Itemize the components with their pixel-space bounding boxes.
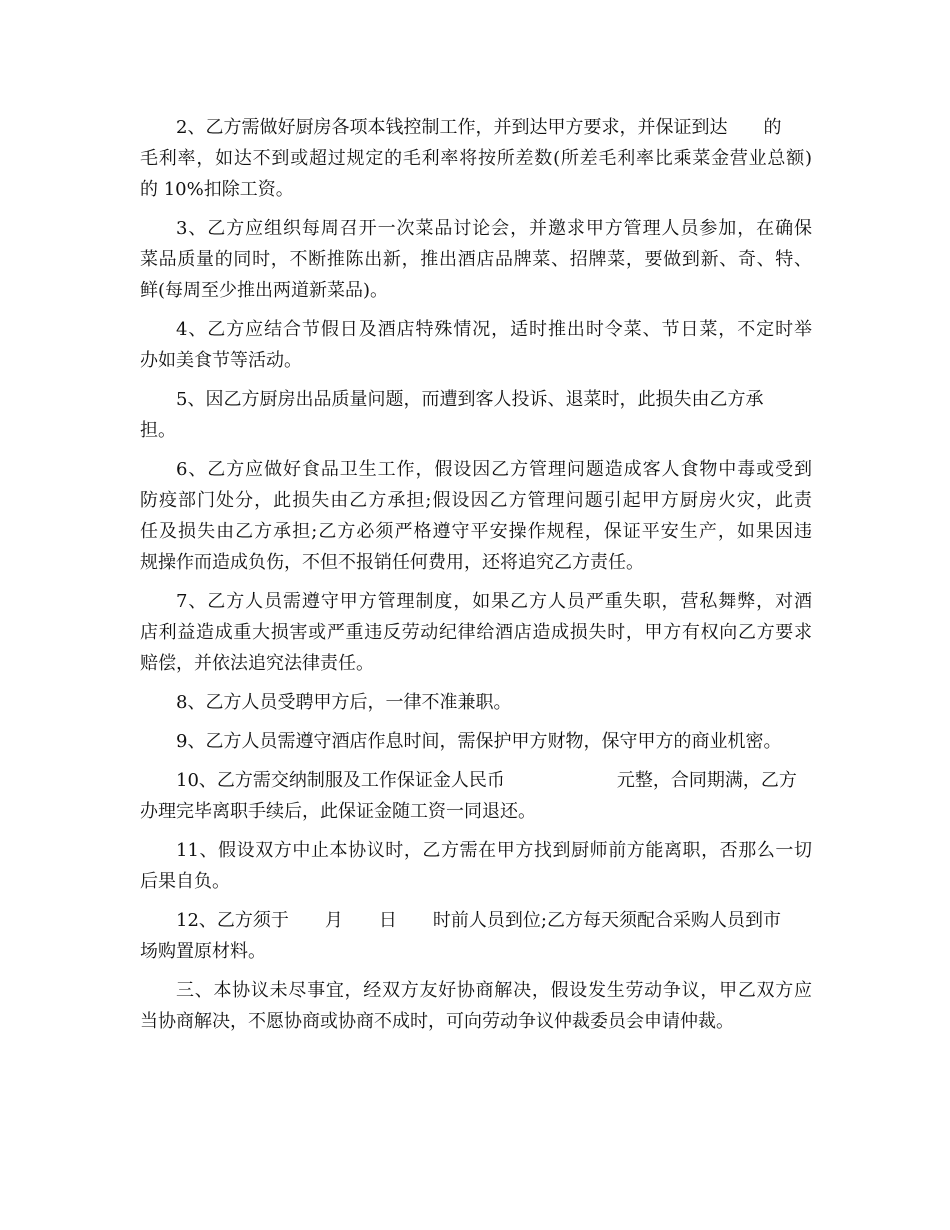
clause-8 <box>140 687 812 718</box>
clause-text: 10、乙方需交纳制服及工作保证金人民币 <box>176 770 505 791</box>
clause-text: 时前人员到位;乙方每天须配合采购人员到市 <box>432 910 781 931</box>
clause-line: 的 10%扣除工资。 <box>140 179 294 200</box>
clause-text: 12、乙方须于 <box>176 910 289 931</box>
clause-7 <box>140 586 812 679</box>
clause-4 <box>140 314 812 376</box>
contract-body <box>140 112 812 1045</box>
clause-line: 担。 <box>140 420 176 441</box>
clause-line: 场购置原材料。 <box>140 941 266 962</box>
clause-line: 当协商解决，不愿协商或协商不成时，可向劳动争议仲裁委员会申请仲裁。 <box>140 1011 734 1032</box>
clause-line: 4、乙方应结合节假日及酒店特殊情况，适时推出时令菜、节日菜，不定时举 <box>176 319 812 340</box>
clause-6 <box>140 454 812 578</box>
clause-line: 防疫部门处分，此损失由乙方承担;假设因乙方管理问题引起甲方厨房火灾，此责 <box>140 490 812 511</box>
section-three <box>140 975 812 1037</box>
clause-line <box>140 112 812 143</box>
clause-9 <box>140 726 812 757</box>
clause-line: 毛利率，如达不到或超过规定的毛利率将按所差数(所差毛利率比乘菜金营业总额) <box>140 148 812 169</box>
clause-line: 菜品质量的同时，不断推陈出新，推出酒店品牌菜、招牌菜，要做到新、奇、特、 <box>140 249 812 270</box>
clause-11 <box>140 835 812 897</box>
clause-line: 7、乙方人员需遵守甲方管理制度，如果乙方人员严重失职，营私舞弊，对酒 <box>176 591 812 612</box>
clause-text: 的 <box>763 117 782 138</box>
clause-line: 6、乙方应做好食品卫生工作，假设因乙方管理问题造成客人食物中毒或受到 <box>176 459 812 480</box>
clause-line: 三、本协议未尽事宜，经双方友好协商解决，假设发生劳动争议，甲乙双方应 <box>176 980 812 1001</box>
clause-line: 赔偿，并依法追究法律责任。 <box>140 653 374 674</box>
clause-line <box>140 765 812 796</box>
clause-line: 11、假设双方中止本协议时，乙方需在甲方找到厨师前方能离职，否那么一切 <box>176 840 812 861</box>
clause-line: 后果自负。 <box>140 871 230 892</box>
clause-12 <box>140 905 812 967</box>
clause-line: 3、乙方应组织每周召开一次菜品讨论会，并邀求甲方管理人员参加，在确保 <box>176 218 812 239</box>
clause-3 <box>140 213 812 306</box>
clause-line <box>140 905 812 936</box>
clause-text: 日 <box>378 910 397 931</box>
clause-line: 办理完毕离职手续后，此保证金随工资一同退还。 <box>140 801 536 822</box>
clause-line: 5、因乙方厨房出品质量问题，而遭到客人投诉、退菜时，此损失由乙方承 <box>176 389 764 410</box>
clause-5 <box>140 384 812 446</box>
clause-line: 鲜(每周至少推出两道新菜品)。 <box>140 280 389 301</box>
clause-line: 9、乙方人员需遵守酒店作息时间，需保护甲方财物，保守甲方的商业机密。 <box>176 731 782 752</box>
clause-line: 办如美食节等活动。 <box>140 350 302 371</box>
clause-line: 8、乙方人员受聘甲方后，一律不准兼职。 <box>176 692 512 713</box>
clause-line: 店利益造成重大损害或严重违反劳动纪律给酒店造成损失时，甲方有权向乙方要求 <box>140 622 812 643</box>
clause-line: 任及损失由乙方承担;乙方必须严格遵守平安操作规程，保证平安生产，如果因违 <box>140 521 812 542</box>
clause-2 <box>140 112 812 205</box>
clause-text: 月 <box>324 910 343 931</box>
clause-text: 元整，合同期满，乙方 <box>616 770 797 791</box>
clause-10 <box>140 765 812 827</box>
clause-line: 规操作而造成负伤，不但不报销任何费用，还将追究乙方责任。 <box>140 552 644 573</box>
clause-text: 2、乙方需做好厨房各项本钱控制工作，并到达甲方要求，并保证到达 <box>176 117 728 138</box>
